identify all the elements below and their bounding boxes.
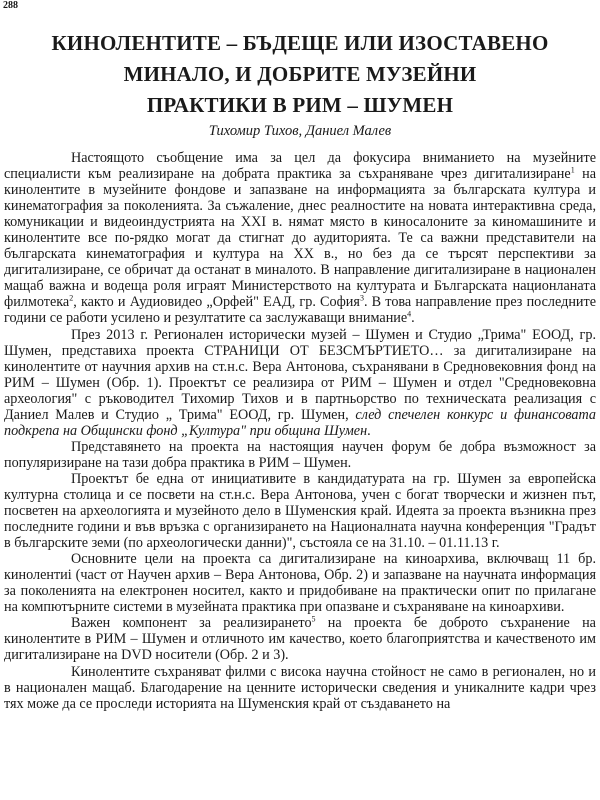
footnote-ref[interactable]: 4 [407,309,412,319]
paragraph [4,150,596,327]
title-line: ПРАКТИКИ В РИМ – ШУМЕН [146,93,454,117]
footnote-ref[interactable]: 3 [359,293,364,303]
text-run: През 2013 г. Регионален исторически музей – Шумен и Студио „Трима" ЕООД, гр. Шумен, представиха проекта СТРАНИЦИ ОТ БЕЗСМЪРТИЕТО… за дигитализиране на кинолентите от научния архив на ст.н.с. Вера Антонова, съхранявани в Средновековния фонд на РИМ – Шумен (Обр. 1). Проектът се реализира от РИМ – Шумен и отдел "Средновековна археология" с ръководител Тихомир Тихов и в партньорство по техническата реализация с Даниел Малев и Студио „ Трима" ЕООД, гр. Шумен, [4,326,596,423]
page-number: 288 [3,0,18,11]
footnote-ref[interactable]: 1 [570,165,575,175]
footnote-ref[interactable]: 5 [311,614,316,624]
paragraph: Основните цели на проекта са дигитализиране на киноархива, включващ 11 бр. кинолентиi (част от Научен архив – Вера Антонова, Обр. 2) и запазване на научната информация за поколенията на електронен носител, както и придобиване на практически опит по прилагане на компютърните системи в музейната практика при опазване и съхраняване на киноархиви. [4,551,596,616]
text-run: , както и Аудиовидео „Орфей" ЕАД, гр. София [73,294,360,311]
paragraph: Представянето на проекта на настоящия научен форум бе добра възможност за популяризиране на тази добра практика в РИМ – Шумен. [4,438,596,471]
text-run: . [411,310,415,327]
paragraph [4,615,596,663]
paragraph: Проектът бе една от инициативите в кандидатурата на гр. Шумен за европейска културна столица и се посвети на ст.н.с. Вера Антонова, учен с богат творчески и жизнен път, посветен на археологията и музейното дело в Шуменския край. Идеята за проекта възникна през последните години и във връзка с организирането на Националната научна конференция "Градът в българските земи (по археологически данни)", състояла се на 31.10. – 01.11.13 г. [4,470,596,552]
paragraph [4,327,596,439]
article-title [0,28,600,121]
paragraph: Кинолентите съхраняват филми с висока научна стойност не само в регионален, но и в национален мащаб. Благодарение на ценните исторически сведения и уникалните кадри чрез тях може да се проследи историята на Шуменския край от създаването на [4,663,596,712]
text-run: . [367,422,371,439]
footnote-ref[interactable]: 2 [69,293,74,303]
text-run: . В това направление през последните години се работи усилено и резултатите са заслужаващи внимание [4,294,596,327]
text-run: Важен компонент за реализирането [71,615,312,632]
text-run: на кинолентите в музейните фондове и запазване на информацията за българската култура и кинематография за поколенията. За съжаление, днес реалностите на новата интерактивна среда, комуникации и видеоиндустрията на XXI в. нямат място в киносалоните за киномашините и кинолентите все по-рядко могат да стигнат до аудиторията. Те са важни представители на българската кинематография и култура на XX в., но без да се търсят перспективи за дигитализиране, се обричат да останат в миналото. В направление дигитализиране в национален мащаб важна и водеща роля играят Министерството на културата и Българската национланата филмотека [4,166,597,311]
article-body [4,150,596,712]
text-run: Настоящото съобщение има за цел да фокусира вниманието на музейните специалисти към реализиране на добрата практика за съхраняване чрез дигитализиране [4,150,596,183]
authors: Тихомир Тихов, Даниел Малев [208,123,392,139]
text-run: на проекта бе доброто съхранение на кинолентите в РИМ – Шумен и отличното им качество, което благоприятства и качественото им дигитализиране на DVD носители (Обр. 2 и 3). [4,615,596,664]
title-line: МИНАЛО, И ДОБРИТЕ МУЗЕЙНИ [123,62,477,86]
italic-text-run: след спечелен конкурс и финансовата подкрепа на Общински фонд „Култура" при община Шумен [4,406,597,439]
title-line: КИНОЛЕНТИТЕ – БЪДЕЩЕ ИЛИ ИЗОСТАВЕНО [51,31,549,55]
